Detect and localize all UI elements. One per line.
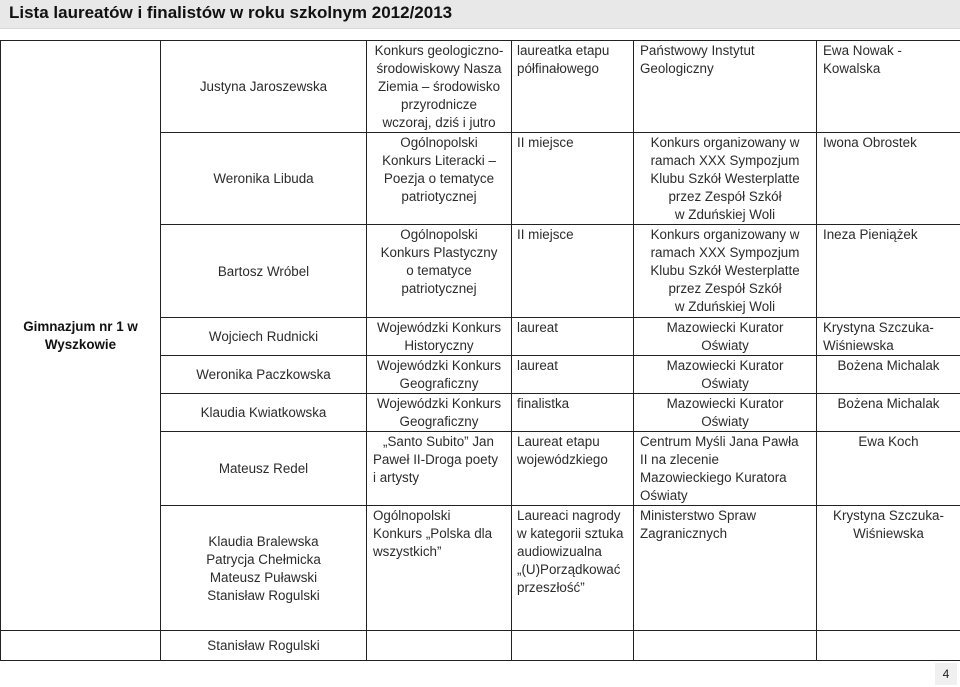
school-name-line: Gimnazjum nr 1 w xyxy=(23,318,138,334)
competition-line: Konkurs „Polska dla xyxy=(373,526,493,541)
competition-line: Konkurs geologiczno- xyxy=(374,43,504,58)
result-line: w kategorii sztuka xyxy=(517,526,624,541)
result-line: II miejsce xyxy=(517,135,574,150)
empty-cell xyxy=(367,631,512,661)
competition-line: patriotycznej xyxy=(401,189,477,204)
organizer-cell xyxy=(634,506,817,631)
competition-line: Geograficzny xyxy=(399,414,479,429)
organizer-line: Oświaty xyxy=(640,488,688,503)
organizer-line: Ministerstwo Spraw xyxy=(640,508,757,523)
result-line: II miejsce xyxy=(517,227,574,242)
student-name: Weronika Libuda xyxy=(213,171,314,186)
student-cell xyxy=(161,133,367,225)
competition-line: „Santo Subito” Jan xyxy=(383,434,494,449)
competition-line: i artysty xyxy=(373,470,420,485)
student-name: Patrycja Chełmicka xyxy=(206,551,321,567)
competition-line: o tematyce xyxy=(406,263,472,278)
school-cell xyxy=(1,41,161,631)
competition-line: Paweł II-Droga poety xyxy=(373,452,499,467)
student-name: Mateusz Redel xyxy=(218,461,309,476)
competition-line: Wojewódzki Konkurs xyxy=(376,320,502,335)
empty-cell xyxy=(817,631,960,661)
teacher-name: Krystyna Szczuka- xyxy=(823,320,934,335)
empty-cell xyxy=(1,631,161,661)
student-cell xyxy=(161,225,367,318)
teacher-cell xyxy=(817,318,960,356)
organizer-line: w Zduńskiej Woli xyxy=(674,207,776,222)
organizer-cell xyxy=(634,432,817,506)
organizer-line: Klubu Szkół Westerplatte xyxy=(650,263,800,278)
teacher-name: Kowalska xyxy=(823,61,881,76)
teacher-name: Krystyna Szczuka- xyxy=(833,508,944,523)
teacher-name: Wiśniewska xyxy=(823,338,894,353)
result-cell xyxy=(512,432,634,506)
organizer-line: Mazowieckiego Kuratora xyxy=(640,470,787,485)
organizer-line: Konkurs organizowany w xyxy=(650,135,800,150)
teacher-name: Bożena Michalak xyxy=(837,358,940,373)
student-cell xyxy=(161,394,367,432)
organizer-line: Geologiczny xyxy=(640,61,714,76)
organizer-cell xyxy=(634,356,817,394)
organizer-cell xyxy=(634,225,817,318)
student-cell xyxy=(161,631,367,661)
teacher-name: Ewa Koch xyxy=(858,434,919,449)
competition-cell xyxy=(367,394,512,432)
result-line: finalistka xyxy=(517,396,570,411)
teacher-name: Bożena Michalak xyxy=(837,396,940,411)
organizer-line: przez Zespół Szkół xyxy=(668,189,782,204)
competition-line: Konkurs Plastyczny xyxy=(380,245,498,260)
teacher-cell xyxy=(817,394,960,432)
competition-line: Poezja o tematyce xyxy=(383,171,495,186)
teacher-cell xyxy=(817,356,960,394)
result-line: laureat xyxy=(517,320,558,335)
competition-line: Historyczny xyxy=(404,338,474,353)
student-cell xyxy=(161,41,367,133)
student-name: Stanisław Rogulski xyxy=(207,638,320,653)
organizer-cell xyxy=(634,394,817,432)
student-name: Klaudia Kwiatkowska xyxy=(200,405,327,420)
table-row xyxy=(1,631,960,661)
organizer-line: w Zduńskiej Woli xyxy=(674,299,776,314)
competition-cell xyxy=(367,318,512,356)
teacher-name: Iwona Obrostek xyxy=(823,135,917,150)
student-cell xyxy=(161,506,367,631)
organizer-line: Mazowiecki Kurator xyxy=(666,320,784,335)
result-line: laureatka etapu xyxy=(517,43,610,58)
organizer-line: Mazowiecki Kurator xyxy=(666,358,784,373)
page-title: Lista laureatów i finalistów w roku szkolnym 2012/2013 xyxy=(9,3,453,22)
student-name: Klaudia Bralewska xyxy=(208,533,319,549)
competition-line: Wojewódzki Konkurs xyxy=(376,396,502,411)
organizer-cell xyxy=(634,41,817,133)
teacher-cell xyxy=(817,133,960,225)
competition-line: Konkurs Literacki – xyxy=(382,153,496,168)
competition-line: Ogólnopolski xyxy=(400,227,478,242)
student-name: Stanisław Rogulski xyxy=(207,587,320,603)
result-cell xyxy=(512,133,634,225)
result-cell xyxy=(512,225,634,318)
organizer-cell xyxy=(634,318,817,356)
result-cell xyxy=(512,356,634,394)
teacher-cell xyxy=(817,432,960,506)
student-cell xyxy=(161,432,367,506)
teacher-name: Ineza Pieniążek xyxy=(823,227,918,242)
teacher-cell xyxy=(817,41,960,133)
teacher-name: Ewa Nowak - xyxy=(823,43,902,58)
organizer-line: Klubu Szkół Westerplatte xyxy=(650,171,800,186)
competition-line: Ziemia – środowisko xyxy=(377,79,501,94)
result-line: laureat xyxy=(517,358,558,373)
competition-line: wczoraj, dziś i jutro xyxy=(382,115,496,130)
empty-cell xyxy=(512,631,634,661)
result-line: audiowizualna xyxy=(517,544,602,559)
result-line: Laureaci nagrody xyxy=(517,508,621,523)
result-cell xyxy=(512,394,634,432)
competition-line: przyrodnicze xyxy=(401,97,477,112)
organizer-line: ramach XXX Sympozjum xyxy=(650,153,800,168)
student-name: Bartosz Wróbel xyxy=(217,263,310,279)
result-line: „(U)Porządkować xyxy=(517,562,621,577)
result-line: przeszłość” xyxy=(517,580,585,595)
organizer-line: Konkurs organizowany w xyxy=(650,227,800,242)
result-cell xyxy=(512,41,634,133)
organizer-line: II na zlecenie xyxy=(640,452,719,467)
organizer-line: Oświaty xyxy=(701,338,749,353)
competition-cell xyxy=(367,432,512,506)
teacher-cell xyxy=(817,225,960,318)
student-cell xyxy=(161,318,367,356)
competition-line: Ogólnopolski xyxy=(373,508,451,523)
organizer-line: Państwowy Instytut xyxy=(640,43,755,58)
competition-cell xyxy=(367,133,512,225)
result-cell xyxy=(512,506,634,631)
teacher-name: Wiśniewska xyxy=(853,526,924,541)
organizer-line: Zagranicznych xyxy=(640,526,728,541)
organizer-line: Mazowiecki Kurator xyxy=(666,396,784,411)
result-line: Laureat etapu xyxy=(517,434,600,449)
student-name: Weronika Paczkowska xyxy=(196,367,331,382)
organizer-line: Oświaty xyxy=(701,414,749,429)
organizer-cell xyxy=(634,133,817,225)
competition-line: Wojewódzki Konkurs xyxy=(376,358,502,373)
student-name: Justyna Jaroszewska xyxy=(199,79,328,94)
competition-cell xyxy=(367,41,512,133)
page-number: 4 xyxy=(935,663,957,685)
student-name: Wojciech Rudnicki xyxy=(208,329,319,344)
student-name: Mateusz Puławski xyxy=(209,569,318,585)
table-row xyxy=(1,41,960,133)
competition-line: patriotycznej xyxy=(401,281,477,296)
competition-cell xyxy=(367,506,512,631)
result-line: półfinałowego xyxy=(517,61,599,76)
title-bar xyxy=(0,0,960,29)
school-name-line: Wyszkowie xyxy=(44,336,117,352)
competition-line: Geograficzny xyxy=(399,376,479,391)
empty-cell xyxy=(634,631,817,661)
organizer-line: Oświaty xyxy=(701,376,749,391)
result-line: wojewódzkiego xyxy=(517,452,608,467)
laureates-table xyxy=(0,40,960,661)
organizer-line: przez Zespół Szkół xyxy=(668,281,782,296)
competition-cell xyxy=(367,356,512,394)
competition-line: Ogólnopolski xyxy=(400,135,478,150)
competition-line: środowiskowy Nasza xyxy=(376,61,502,76)
competition-line: wszystkich” xyxy=(373,544,442,559)
competition-cell xyxy=(367,225,512,318)
organizer-line: ramach XXX Sympozjum xyxy=(650,245,800,260)
teacher-cell xyxy=(817,506,960,631)
result-cell xyxy=(512,318,634,356)
student-cell xyxy=(161,356,367,394)
organizer-line: Centrum Myśli Jana Pawła xyxy=(640,434,799,449)
